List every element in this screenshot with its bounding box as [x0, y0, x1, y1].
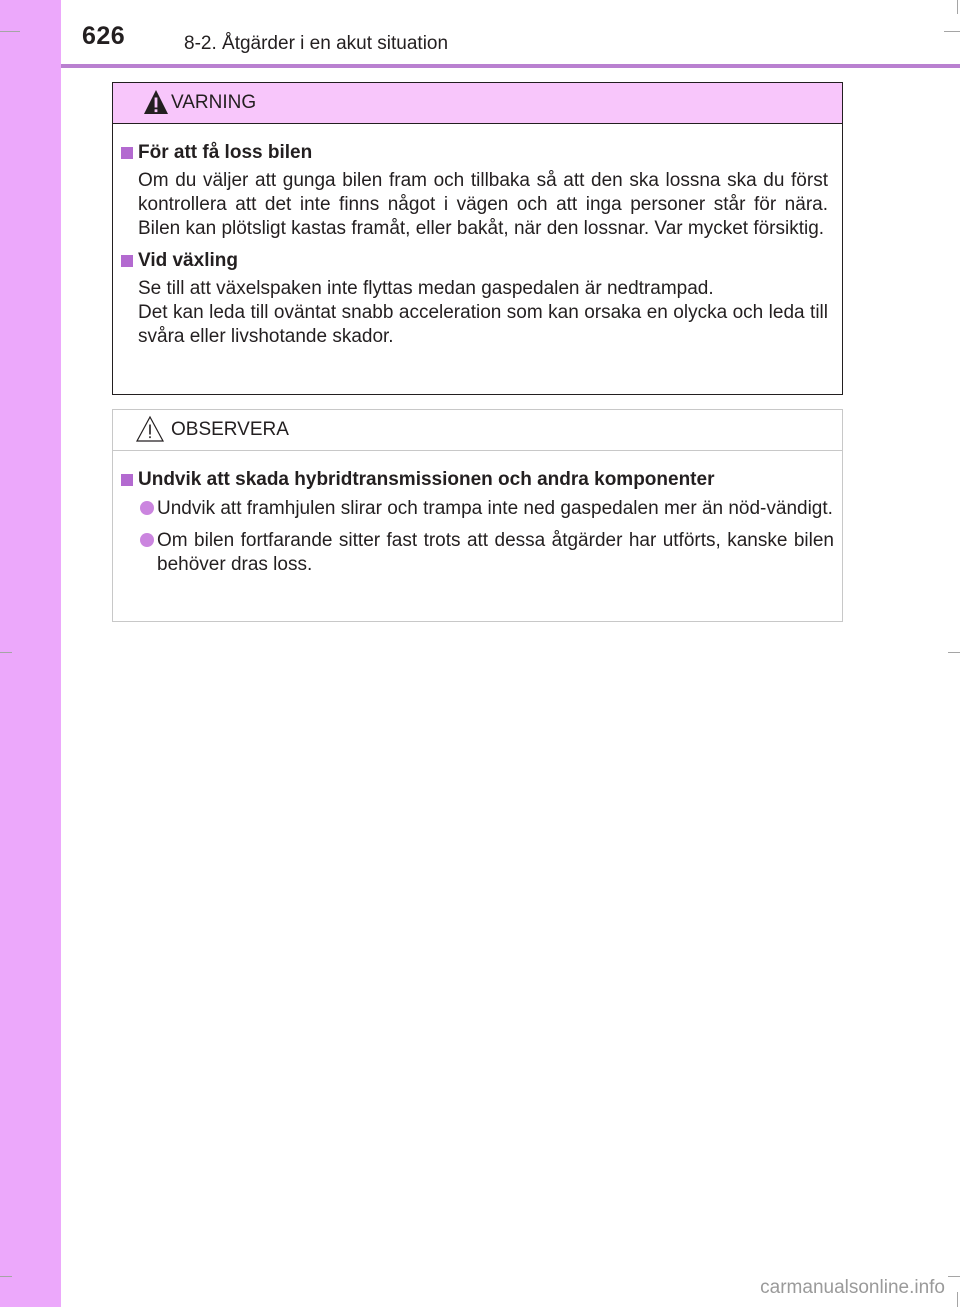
warning-triangle-icon	[143, 89, 169, 115]
warning-box-header	[113, 83, 842, 124]
paragraph: Det kan leda till oväntat snabb acceleration som kan orsaka en olycka och leda till svåra eller livshotande skador.	[138, 302, 828, 347]
warning-label: VARNING	[171, 92, 257, 113]
warning-box	[112, 82, 843, 395]
section-heading-text: För att få loss bilen	[138, 142, 313, 163]
crop-mark	[948, 1276, 960, 1277]
page-number: 626	[82, 22, 126, 50]
paragraph: Om du väljer att gunga bilen fram och tillbaka så att den ska lossna ska du först kontrollera att det inte finns något i vägen och att inga personer står för nära. Bilen kan plötsligt kastas framåt, eller bakåt, när den lossnar. Var mycket försiktig.	[138, 170, 828, 239]
caution-box	[112, 409, 843, 622]
crop-mark	[0, 1276, 12, 1277]
warning-section	[121, 140, 828, 241]
section-title: 8-2. Åtgärder i en akut situation	[184, 33, 449, 54]
caution-box-body	[113, 451, 842, 577]
section-heading-text: Vid växling	[138, 250, 238, 271]
square-bullet-icon	[121, 255, 133, 267]
list-item	[121, 529, 834, 577]
square-bullet-icon	[121, 147, 133, 159]
caution-box-header	[113, 410, 842, 451]
square-bullet-icon	[121, 474, 133, 486]
caution-triangle-icon	[135, 415, 165, 443]
crop-mark	[948, 652, 960, 653]
warning-box-body	[113, 124, 842, 349]
section-heading	[121, 467, 834, 493]
list-item-text: Undvik att framhjulen slirar och trampa inte ned gaspedalen mer än nöd-vändigt.	[157, 498, 833, 519]
section-heading-text: Undvik att skada hybridtransmissionen och andra komponenter	[138, 469, 715, 490]
round-bullet-icon	[140, 501, 154, 515]
caution-label: OBSERVERA	[171, 419, 289, 440]
header-rule	[61, 64, 960, 68]
watermark: carmanualsonline.info	[760, 1277, 945, 1298]
side-tab-strip	[0, 0, 61, 1307]
crop-mark	[957, 1292, 958, 1307]
paragraph: Se till att växelspaken inte flyttas medan gaspedalen är nedtrampad.	[138, 278, 714, 299]
list-item	[121, 497, 834, 521]
section-heading	[121, 140, 828, 166]
warning-section	[121, 248, 828, 349]
round-bullet-icon	[140, 533, 154, 547]
crop-mark	[0, 652, 12, 653]
crop-mark	[0, 31, 20, 32]
section-heading	[121, 248, 828, 274]
crop-mark	[944, 31, 960, 32]
crop-mark	[957, 0, 958, 14]
list-item-text: Om bilen fortfarande sitter fast trots att dessa åtgärder har utförts, kanske bilen behöver dras loss.	[157, 530, 834, 575]
